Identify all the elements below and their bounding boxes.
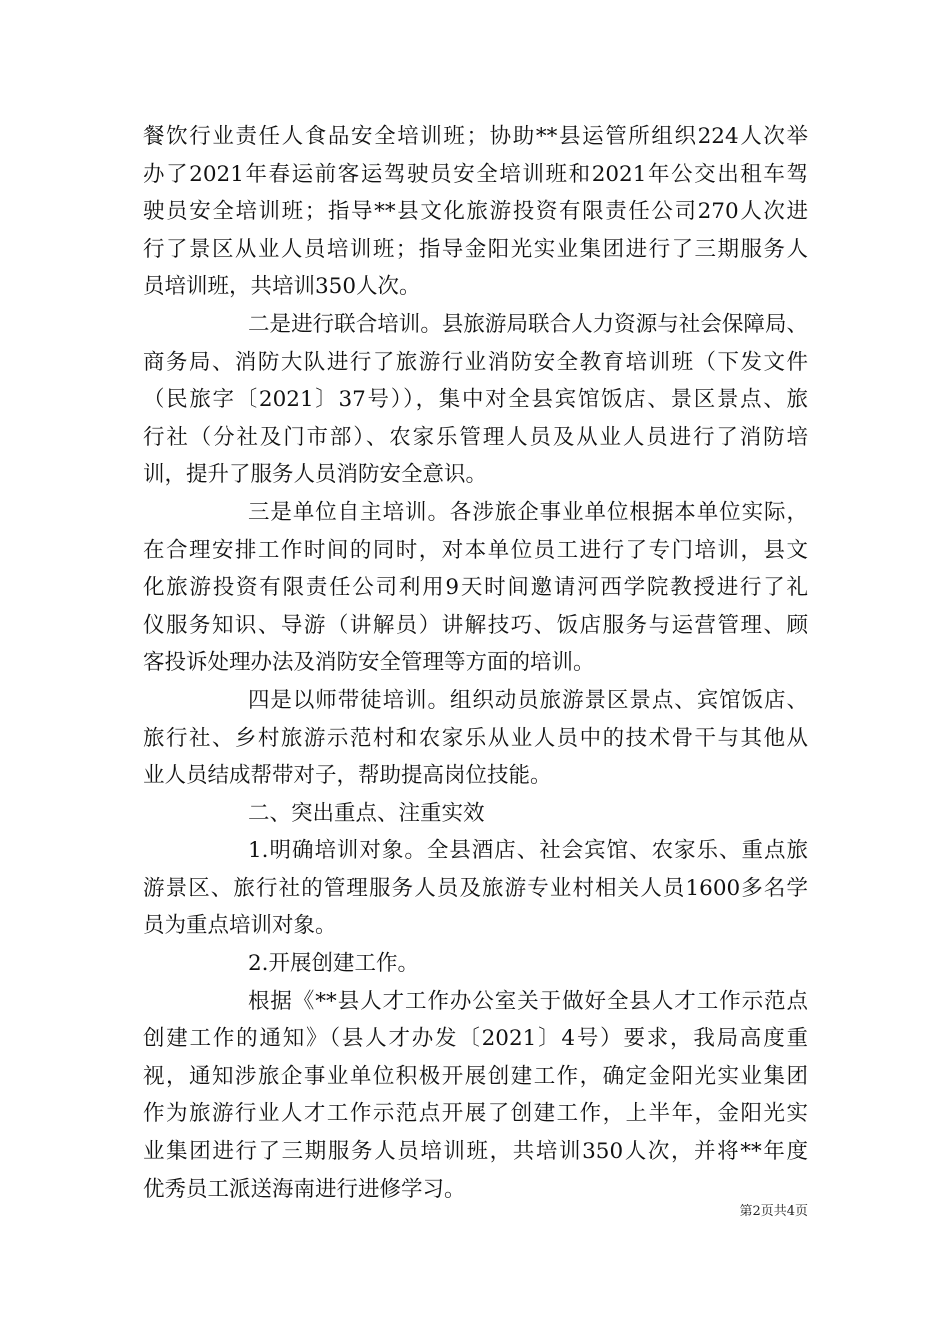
section-heading: 二、突出重点、注重实效 (248, 800, 485, 826)
text-line: 创建工作的通知》（县人才办发〔2021〕4号）要求，我局高度重 (143, 1026, 808, 1052)
paragraph-first-line: 三是单位自主培训。各涉旅企事业单位根据本单位实际， (248, 499, 808, 525)
text-line: 化旅游投资有限责任公司利用9天时间邀请河西学院教授进行了礼 (143, 575, 808, 601)
paragraph-first-line: 根据《**县人才工作办公室关于做好全县人才工作示范点 (248, 988, 808, 1014)
text-line: 仪服务知识、导游（讲解员）讲解技巧、饭店服务与运营管理、顾 (143, 612, 808, 638)
text-line: 行社（分社及门市部）、农家乐管理人员及从业人员进行了消防培 (143, 424, 808, 450)
text-line: 业人员结成帮带对子，帮助提高岗位技能。 (143, 763, 552, 789)
text-line: 业集团进行了三期服务人员培训班，共培训350人次，并将**年度 (143, 1139, 808, 1165)
text-line: 在合理安排工作时间的同时，对本单位员工进行了专门培训，县文 (143, 537, 808, 563)
text-line: 作为旅游行业人才工作示范点开展了创建工作，上半年，金阳光实 (143, 1101, 808, 1127)
document-body (143, 118, 808, 1208)
text-line: 训，提升了服务人员消防安全意识。 (143, 462, 488, 488)
text-line: 视，通知涉旅企事业单位积极开展创建工作，确定金阳光实业集团 (143, 1063, 808, 1089)
text-line: 行了景区从业人员培训班；指导金阳光实业集团进行了三期服务人 (143, 236, 808, 262)
text-line: 商务局、消防大队进行了旅游行业消防安全教育培训班（下发文件 (143, 349, 808, 375)
text-line: 驶员安全培训班；指导**县文化旅游投资有限责任公司270人次进 (143, 199, 808, 225)
text-line: 游景区、旅行社的管理服务人员及旅游专业村相关人员1600多名学 (143, 875, 808, 901)
subheading: 2.开展创建工作。 (248, 951, 420, 977)
paragraph-first-line: 四是以师带徒培训。组织动员旅游景区景点、宾馆饭店、 (248, 687, 808, 713)
text-line: 旅行社、乡村旅游示范村和农家乐从业人员中的技术骨干与其他从 (143, 725, 808, 751)
paragraph-first-line: 1.明确培训对象。全县酒店、社会宾馆、农家乐、重点旅 (248, 838, 808, 864)
text-line: 优秀员工派送海南进行进修学习。 (143, 1176, 466, 1202)
text-line: 餐饮行业责任人食品安全培训班；协助**县运管所组织224人次举 (143, 124, 808, 149)
page-number: 第2页共4页 (739, 1204, 808, 1219)
paragraph-first-line: 二是进行联合培训。县旅游局联合人力资源与社会保障局、 (248, 311, 808, 337)
text-line: 客投诉处理办法及消防安全管理等方面的培训。 (143, 650, 595, 676)
text-line: 员为重点培训对象。 (143, 913, 337, 939)
text-line: （民旅字〔2021〕37号）），集中对全县宾馆饭店、景区景点、旅 (143, 387, 808, 413)
text-line: 员培训班，共培训350人次。 (143, 274, 421, 300)
text-line: 办了2021年春运前客运驾驶员安全培训班和2021年公交出租车驾 (143, 161, 808, 187)
